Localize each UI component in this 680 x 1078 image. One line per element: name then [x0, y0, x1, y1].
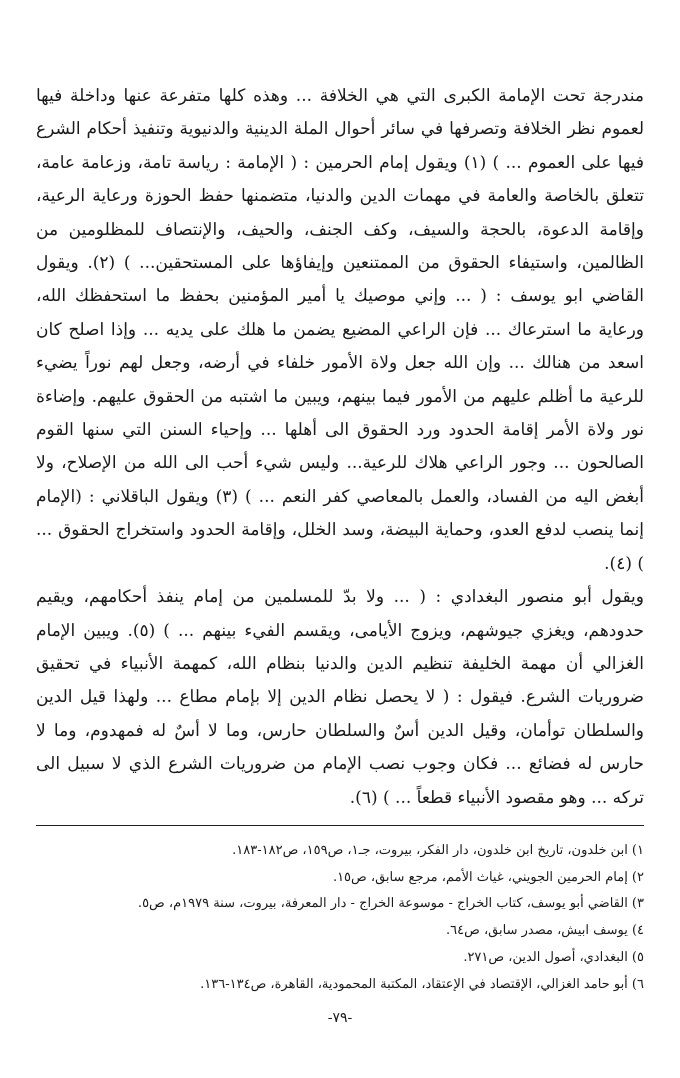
footnote-6: ٦) أبو حامد الغزالي، الإقتصاد في الإعتقاد، المكتبة المحمودية، القاهرة، ص١٣٤-١٣٦.: [200, 976, 644, 992]
footnote-3: ٣) القاضي أبو يوسف، كتاب الخراج - موسوعة الخراج - دار المعرفة، بيروت، سنة ١٩٧٩م، ص٥.: [137, 896, 644, 912]
paragraph-1: مندرجة تحت الإمامة الكبرى التي هي الخلافة ... وهذه كلها متفرعة عنها وداخلة فيها لعموم نظر الخلافة وتصرفها في سائر أحوال الملة الدينية والدنيوية وتنفيذ أحكام الشرع فيها على العموم ... ) (١) ويقول إمام الحرمين : ( الإمامة : رياسة تامة، وزعامة عامة، تتعلق بالخاصة والعامة في مهمات الدين والدنيا، متضمنها حفظ الحوزة ورعاية الرعية، وإقامة الدعوة، بالحجة والسيف، وكف الجنف، والحيف، والإنتصاف للمظلومين من الظالمين، واستيفاء الحقوق من الممتنعين وإيفاؤها على المستحقين... ) (٢). ويقول القاضي ابو يوسف : ( ... وإني موصيك يا أمير المؤمنين بحفظ ما استحفظك الله، ورعاية ما استرعاك ... فإن الراعي المضيع يضمن ما هلك على يديه ... وإذا اصلح كان اسعد من هنالك ... وإن الله جعل ولاة الأمور خلفاء في أرضه، وجعل لهم نوراً يضيء للرعية ما أظلم عليهم من الأمور فيما بينهم، ويبين ما اشتبه من الحقوق عليهم. وإضاءة نور ولاة الأمر إقامة الحدود ورد الحقوق الى أهلها ... وإحياء السنن التي سنها القوم الصالحون ... وجور الراعي هلاك للرعية... وليس شيء أحب الى الله من الإصلاح، ولا أبغض اليه من الفساد، والعمل بالمعاصي كفر النعم ... ) (٣) ويقول الباقلاني : (الإمام إنما ينصب لدفع العدو، وحماية البيضة، وسد الخلل، وإقامة الحدود واستخراج الحقوق ... ) (٤).: [36, 86, 644, 574]
footnotes: [36, 838, 644, 998]
footnote-2: ٢) إمام الحرمين الجويني، غياث الأمم، مرجع سابق، ص١٥.: [332, 869, 644, 885]
footnote-1: ١) ابن خلدون، تاريخ ابن خلدون، دار الفكر، بيروت، جـ١، ص١٥٩، ص١٨٢-١٨٣.: [232, 843, 644, 858]
footnote-5: ٥) البغدادي، أصول الدين، ص٢٧١.: [463, 949, 644, 965]
page-number: -٧٩-: [327, 1010, 353, 1026]
main-text: [36, 80, 644, 815]
footnote-divider: [36, 825, 644, 826]
paragraph-2: ويقول أبو منصور البغدادي : ( ... ولا بدّ للمسلمين من إمام ينفذ أحكامهم، ويقيم حدودهم، ويغزي جيوشهم، ويزوج الأيامى، ويقسم الفيء بينهم ... ) (٥). ويبين الإمام الغزالي أن مهمة الخليفة تنظيم الدين والدنيا بنظام الله، كمهمة الأنبياء في تحقيق ضروريات الشرع. فيقول : ( لا يحصل نظام الدين إلا بإمام مطاع ... ولهذا قيل الدين والسلطان توأمان، وقيل الدين أسٌ والسلطان حارس، وما لا أسٌ له فمهدوم، وما لا حارس له فضائع ... فكان وجوب نصب الإمام من ضروريات الشرع الذي لا سبيل الى تركه ... وهو مقصود الأنبياء قطعاً ... ) (٦).: [36, 587, 644, 808]
footnote-4: ٤) يوسف ابيش، مصدر سابق، ص٦٤.: [446, 923, 644, 939]
